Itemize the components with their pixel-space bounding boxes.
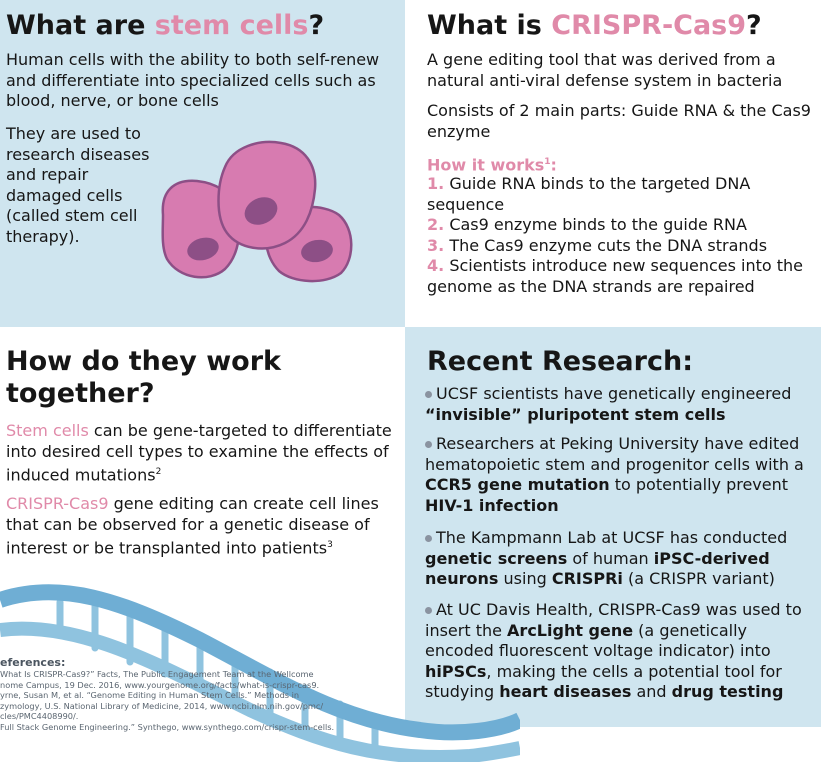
stem-cells-illustration bbox=[155, 137, 375, 287]
stem-title: What are stem cells? bbox=[6, 10, 325, 41]
stem-uses: They are used to research diseases and repair damaged cells (called stem cell therapy). bbox=[6, 124, 150, 246]
stem-definition: Human cells with the ability to both self-renew and differentiate into specialized cells such as blood, nerve, or bone cells bbox=[6, 50, 380, 110]
research-item: Researchers at Peking University have edited hematopoietic stem and progenitor cells with a CCR5 gene mutation to potentially prevent HIV-1 infection bbox=[425, 434, 804, 515]
step-item: 3. The Cas9 enzyme cuts the DNA strands bbox=[427, 235, 768, 255]
crispr-parts: Consists of 2 main parts: Guide RNA & the Cas9 enzyme bbox=[427, 101, 811, 141]
step-item: 4. Scientists introduce new sequences into the genome as the DNA strands are repaired bbox=[427, 256, 804, 296]
together-paragraph-1: Stem cells can be gene-targeted to differentiate into desired cell types to examine the effects of induced mutations$^2$ bbox=[6, 421, 392, 485]
research-item: The Kampmann Lab at UCSF has conducted genetic screens of human iPSC-derived neurons using CRISPRi (a CRISPR variant) bbox=[425, 528, 788, 588]
references: eferences: What Is CRISPR-Cas9?” Facts, The Public Engagement Team at the Wellcome nome Campus, 19 Dec. 2016, www.yourgenome.org/facts/what-is-crispr-cas9. yrne, Susan M, et al. “Genome Editing in Human Stem Cells.” Methods in zymology, U.S. National Library of Medicine, 2014, www.ncbi.nlm.nih.gov/pmc/ cles/PMC4408990/. Full Stack Genome Engineering.” Synthego, www.synthego.com/crispr-stem-cells. bbox=[0, 656, 400, 732]
bullet-dot-icon bbox=[425, 391, 432, 398]
bullet-dot-icon bbox=[425, 441, 432, 448]
crispr-definition: A gene editing tool that was derived from a natural anti-viral defense system in bacteria bbox=[427, 50, 783, 90]
references-title: eferences: bbox=[0, 656, 66, 669]
research-item: UCSF scientists have genetically engineered “invisible” pluripotent stem cells bbox=[425, 384, 792, 424]
research-item: At UC Davis Health, CRISPR-Cas9 was used to insert the ArcLight gene (a genetically encoded fluorescent voltage indicator) into hiPSCs, making the cells a potential tool for studying heart diseases and drug testing bbox=[425, 600, 802, 701]
step-item: 1. Guide RNA binds to the targeted DNA sequence bbox=[427, 174, 751, 214]
crispr-title: What is CRISPR-Cas9? bbox=[427, 10, 762, 41]
together-paragraph-2: CRISPR-Cas9 gene editing can create cell lines that can be observed for a genetic disease of interest or be transplanted into patients$^3$ bbox=[6, 494, 379, 558]
bullet-dot-icon bbox=[425, 607, 432, 614]
step-item: 2. Cas9 enzyme binds to the guide RNA bbox=[427, 215, 747, 234]
bullet-dot-icon bbox=[425, 535, 432, 542]
research-title: Recent Research: bbox=[427, 346, 693, 377]
together-title: How do they work together? bbox=[6, 346, 281, 409]
how-it-works-label: How it works$^1$: bbox=[427, 155, 557, 175]
crispr-steps bbox=[427, 174, 815, 297]
